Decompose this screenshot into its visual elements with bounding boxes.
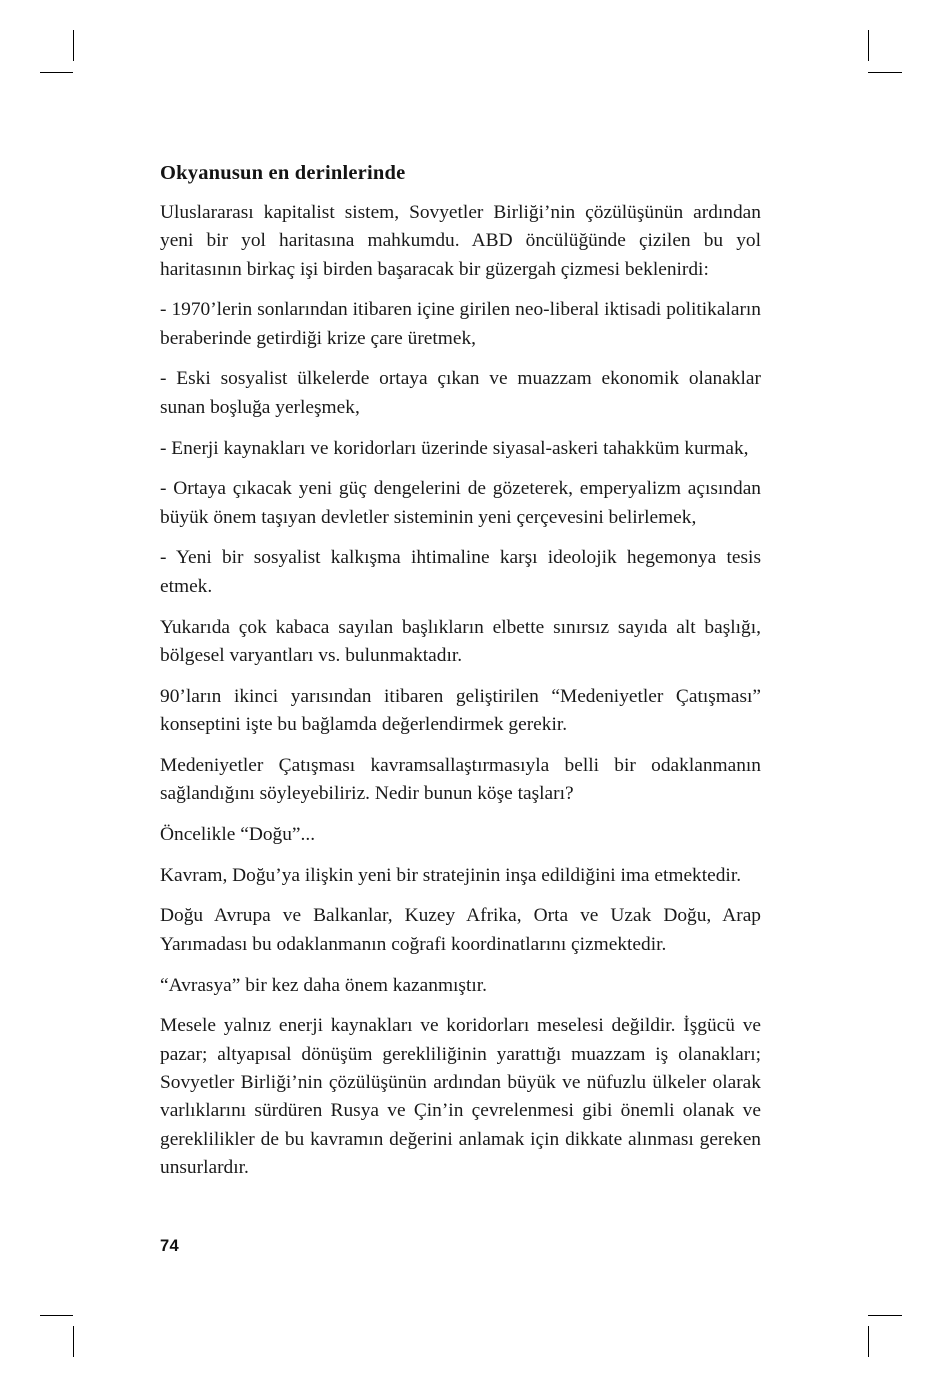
page-number: 74 (160, 1237, 179, 1255)
page-text-block (160, 160, 761, 1182)
paragraph-focus: Medeniyetler Çatışması kavramsallaştırmasıyla belli bir odaklanmanın sağlandığını söyleyebiliriz. Nedir bunun köşe taşları? (160, 754, 761, 805)
paragraph-east: Öncelikle “Doğu”... (160, 823, 316, 845)
paragraph-eurasia: “Avrasya” bir kez daha önem kazanmıştır. (160, 974, 487, 996)
crop-mark-top-left-horizontal (40, 72, 73, 73)
paragraph-clash-of-civilizations: 90’ların ikinci yarısından itibaren geliştirilen “Medeniyetler Çatışması” konseptini işte bu bağlamda değerlendirmek gerekir. (160, 685, 761, 735)
paragraph-bullet-3: - Enerji kaynakları ve koridorları üzerinde siyasal-askeri tahakküm kurmak, (160, 437, 749, 459)
paragraph-intro: Uluslararası kapitalist sistem, Sovyetler Birliği’nin çözülüşünün ardından yeni bir yol haritasına mahkumdu. ABD öncülüğünde çizilen bu yol haritasının birkaç işi birden başaracak bir güzergah çizmesi beklenirdi: (160, 202, 761, 280)
paragraph-bullet-1: - 1970’lerin sonlarından itibaren içine girilen neo-liberal iktisadi politikaların beraberinde getirdiği krize çare üretmek, (160, 299, 761, 349)
crop-mark-top-right-horizontal (868, 72, 902, 73)
paragraph-strategy: Kavram, Doğu’ya ilişkin yeni bir stratejinin inşa edildiğini ima etmektedir. (160, 864, 742, 886)
paragraph-geography: Doğu Avrupa ve Balkanlar, Kuzey Afrika, Orta ve Uzak Doğu, Arap Yarımadası bu odaklanmanın coğrafi koordinatlarını çizmektedir. (160, 905, 761, 955)
paragraph-conclusion: Mesele yalnız enerji kaynakları ve koridorları meselesi değildir. İşgücü ve pazar; altyapısal dönüşüm gerekliliğinin yarattığı muazzam iş olanakları; Sovyetler Birliği’nin çözülüşünün ardından büyük ve nüfuzlu ülkeler olarak varlıklarını sürdüren Rusya ve Çin’in çevrelenmesi gibi önemli olanak ve gereklilikler de bu kavramın değerini anlamak için dikkate alınması gereken unsurlardır. (160, 1015, 761, 1178)
crop-mark-bottom-left-horizontal (40, 1315, 73, 1316)
crop-mark-top-right-vertical (868, 30, 869, 61)
crop-mark-top-left-vertical (73, 30, 74, 61)
paragraph-subheads: Yukarıda çok kabaca sayılan başlıkların elbette sınırsız sayıda alt başlığı, bölgesel varyantları vs. bulunmaktadır. (160, 616, 761, 666)
paragraph-bullet-4: - Ortaya çıkacak yeni güç dengelerini de gözeterek, emperyalizm açısından büyük önem taşıyan devletler sisteminin yeni çerçevesini belirlemek, (160, 478, 761, 528)
paragraph-bullet-5: - Yeni bir sosyalist kalkışma ihtimaline karşı ideolojik hegemonya tesis etmek. (160, 547, 761, 597)
paragraph-bullet-2: - Eski sosyalist ülkelerde ortaya çıkan ve muazzam ekonomik olanaklar sunan boşluğa yerleşmek, (160, 368, 761, 418)
crop-mark-bottom-left-vertical (73, 1326, 74, 1357)
crop-mark-bottom-right-vertical (868, 1326, 869, 1357)
crop-mark-bottom-right-horizontal (868, 1315, 902, 1316)
section-heading: Okyanusun en derinlerinde (160, 162, 406, 184)
